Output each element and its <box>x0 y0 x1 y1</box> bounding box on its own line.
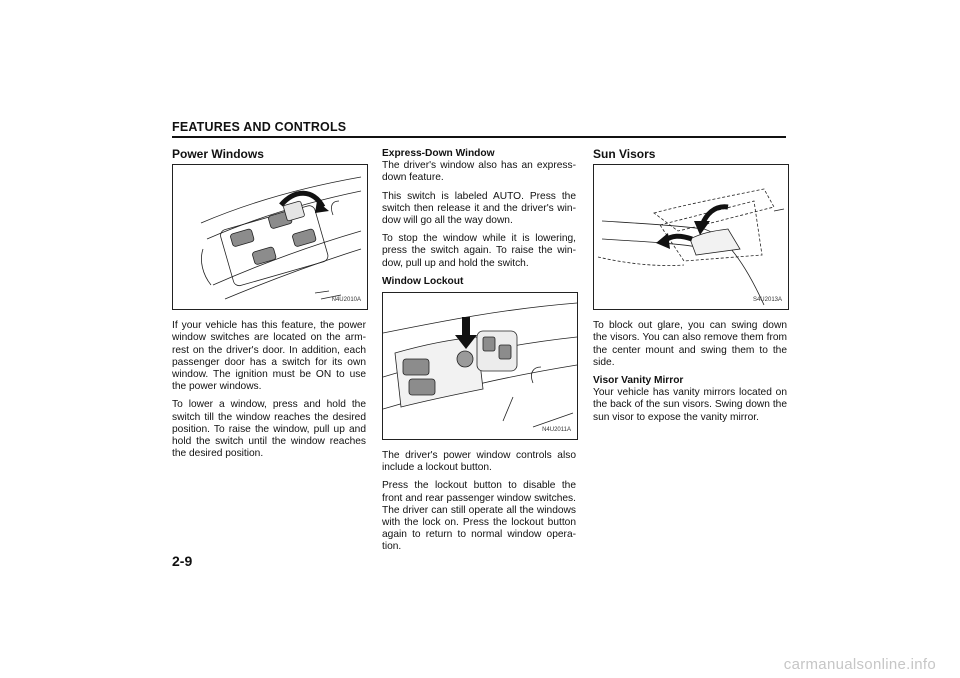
figure-code: N4U2011A <box>542 426 571 433</box>
page-number: 2-9 <box>172 553 193 569</box>
column-sun-visors <box>593 148 787 430</box>
column-power-windows <box>172 148 366 466</box>
column-express-lockout <box>382 148 576 560</box>
paragraph: This switch is labeled AUTO. Press the switch then release it and the driver's win-dow will go all the way down. <box>382 190 576 227</box>
heading-visor-vanity-mirror: Visor Vanity Mirror <box>593 375 684 387</box>
heading-sun-visors: Sun Visors <box>593 147 656 161</box>
paragraph: The driver's window also has an express-down feature. <box>382 160 576 184</box>
watermark: carmanualsonline.info <box>783 656 936 673</box>
section-title: FEATURES AND CONTROLS <box>172 120 347 134</box>
paragraph: To block out glare, you can swing down the visors. You can also remove them from the center mount and swing them to the side. <box>593 320 787 368</box>
figure-sun-visor <box>593 164 789 310</box>
sun-visor-illustration <box>594 165 788 309</box>
paragraph: Press the lockout button to disable the front and rear passenger window switches. The driver can still operate all the windows with the lock on. Press the lockout button again to return to normal window opera-tion. <box>382 480 576 553</box>
paragraph: To stop the window while it is lowering, press the switch again. To raise the win-dow, pull up and hold the switch. <box>382 233 576 269</box>
figure-power-window-switches <box>172 164 368 310</box>
paragraph: If your vehicle has this feature, the power window switches are located on the arm-rest on the driver's door. In addition, each passenger door has a switch for its own window. The ignition must be ON to use the power windows. <box>172 320 366 393</box>
figure-code: N4U2010A <box>331 297 361 303</box>
header-rule <box>172 136 786 138</box>
lockout-illustration <box>383 293 577 439</box>
heading-express-down-window: Express-Down Window <box>382 148 495 159</box>
figure-lockout-button <box>382 292 578 440</box>
heading-power-windows: Power Windows <box>172 147 264 161</box>
heading-window-lockout: Window Lockout <box>382 275 464 287</box>
power-window-illustration <box>173 165 367 309</box>
figure-code: S4U2013A <box>752 297 782 303</box>
paragraph: To lower a window, press and hold the switch till the window reaches the desired position. To raise the window, pull up and hold the switch until the window reaches the desired position. <box>172 399 366 460</box>
paragraph: Your vehicle has vanity mirrors located on the back of the sun visors. Swing down the sun visor to expose the vanity mirror. <box>593 387 787 423</box>
paragraph: The driver's power window controls also include a lockout button. <box>382 450 576 474</box>
